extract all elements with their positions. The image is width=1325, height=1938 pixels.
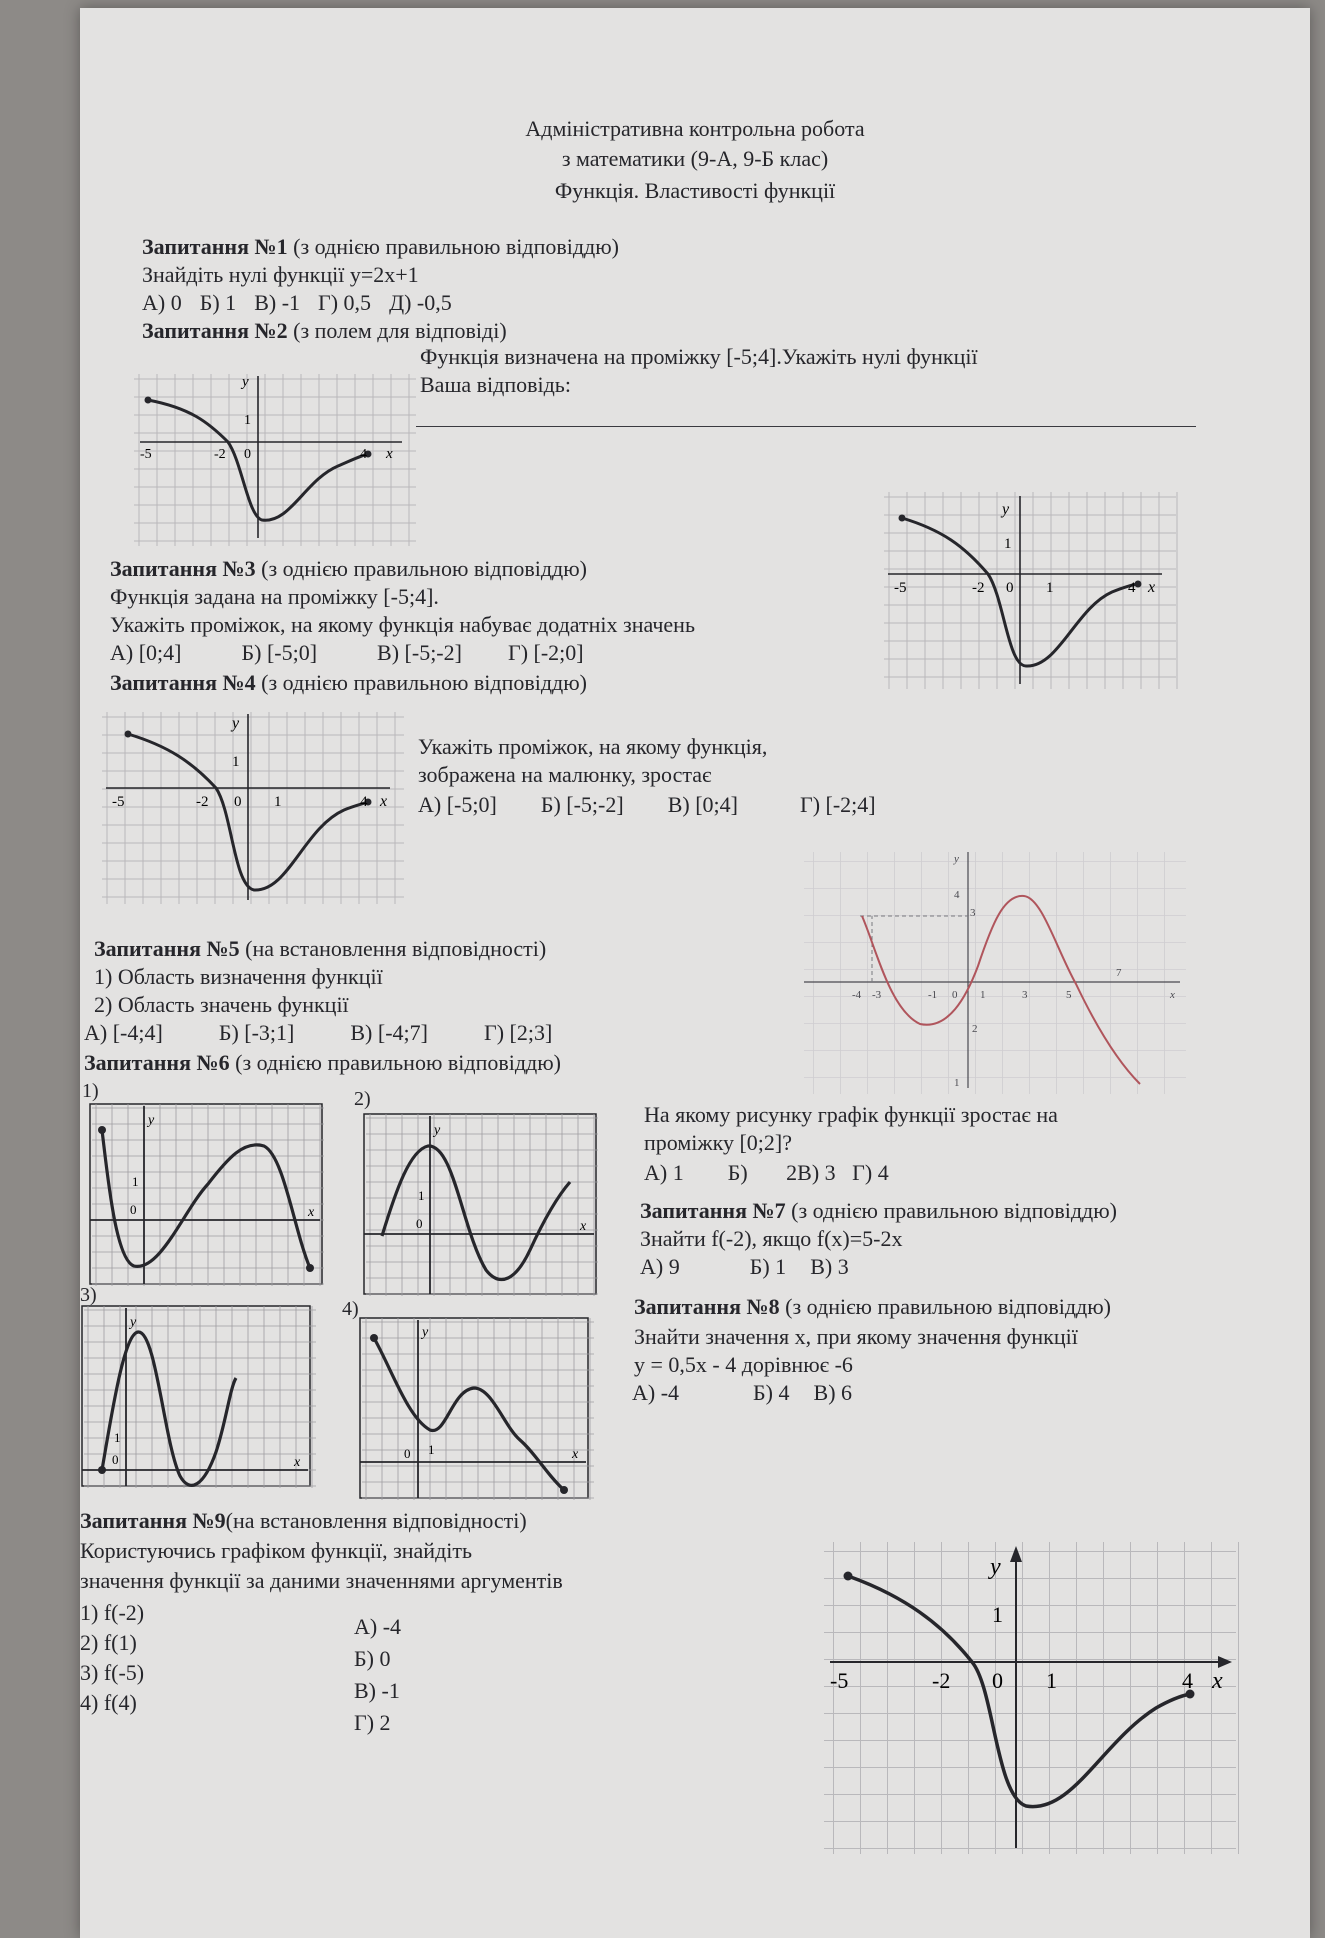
q5-heading (94, 936, 546, 962)
q7-option-b[interactable]: Б) 1 (749, 1254, 787, 1279)
q8-option-c[interactable]: В) 6 (813, 1380, 853, 1405)
q8-type: (з однією правильною відповіддю) (779, 1294, 1111, 1319)
q9-graph (820, 1538, 1240, 1858)
m5-label: -5 (112, 794, 125, 810)
q6-graph-2 (362, 1110, 602, 1300)
m5-label: -5 (140, 447, 152, 462)
y-label: y (954, 853, 959, 865)
q4-option-d[interactable]: Г) [-2;4] (799, 792, 876, 817)
one-label: 1 (1004, 536, 1012, 552)
q8-option-a[interactable]: А) -4 (632, 1380, 680, 1405)
q8-options (632, 1380, 870, 1406)
q6-heading (84, 1050, 561, 1076)
endpoint-left (899, 515, 906, 522)
tick-y1: 1 (954, 1077, 960, 1089)
one-label: 1 (114, 1430, 121, 1445)
x-label: x (1170, 989, 1175, 1001)
y-arrow (1010, 1546, 1022, 1562)
four-label: 4 (1182, 1668, 1193, 1693)
x-label: x (1212, 1668, 1223, 1694)
one-label: 1 (428, 1442, 435, 1457)
q7-option-a[interactable]: А) 9 (640, 1254, 680, 1279)
q1-option-c[interactable]: В) -1 (254, 290, 301, 315)
q6-graph-3 (80, 1302, 320, 1492)
m5-label: -5 (830, 1668, 849, 1693)
q1-option-d[interactable]: Г) 0,5 (318, 290, 372, 315)
q3-option-c[interactable]: В) [-5;-2] (377, 640, 462, 665)
q2-graph (130, 370, 420, 550)
q9-arg-3: 3) f(-5) (80, 1660, 145, 1685)
tick-0: 0 (952, 989, 958, 1001)
tick-y4: 4 (954, 889, 960, 901)
q9-type: (на встановлення відповідності) (225, 1508, 527, 1533)
q9-text1: Користуючись графіком функції, знайдіть (80, 1538, 473, 1563)
q1-type: (з однією правильною відповіддю) (287, 234, 619, 259)
y-label: y (130, 1315, 137, 1330)
q4-option-c[interactable]: В) [0;4] (667, 792, 738, 817)
q3-heading (110, 556, 587, 582)
four-label: 4 (360, 794, 368, 810)
q5-title: Запитання №5 (94, 936, 240, 961)
q6-graph-4 (358, 1314, 598, 1504)
x-label: x (294, 1455, 301, 1470)
q3-option-a[interactable]: А) [0;4] (110, 640, 182, 665)
x-label: x (1148, 579, 1156, 596)
q8-text1: Знайти значення х, при якому значення функції (634, 1324, 1078, 1349)
q2-heading (142, 318, 507, 344)
four-label: 4 (1128, 580, 1136, 596)
q7-title: Запитання №7 (640, 1198, 786, 1223)
endpoint-left (145, 397, 152, 404)
q4-graph (98, 708, 408, 908)
q1-heading (142, 234, 619, 260)
zero-label: 0 (404, 1446, 411, 1461)
q1-text: Знайдіть нулі функції y=2x+1 (142, 262, 419, 287)
q4-options (418, 792, 894, 818)
q3-text1: Функція задана на проміжку [-5;4]. (110, 584, 439, 609)
q3-options (110, 640, 602, 666)
one-x-label: 1 (1046, 1668, 1057, 1693)
tick-y2: 2 (972, 1023, 978, 1035)
q8-heading (634, 1294, 1111, 1320)
q1-option-a[interactable]: А) 0 (142, 290, 182, 315)
q7-text: Знайти f(-2), якщо f(x)=5-2x (640, 1226, 903, 1251)
q9-arg-1: 1) f(-2) (80, 1600, 145, 1625)
dashed-guide (860, 916, 968, 982)
q5-item-1: 1) Область визначення функції (94, 964, 383, 989)
q7-options (640, 1254, 867, 1280)
q4-heading (110, 670, 587, 696)
function-curve (848, 1576, 1190, 1807)
one-label: 1 (244, 413, 251, 428)
q5-type: (на встановлення відповідності) (239, 936, 547, 961)
endpoint-right (1135, 581, 1142, 588)
q5-option-c[interactable]: В) [-4;7] (350, 1020, 428, 1045)
q1-title: Запитання №1 (142, 234, 288, 259)
q9-arg-2: 2) f(1) (80, 1630, 137, 1655)
q4-text2: зображена на малюнку, зростає (418, 762, 712, 787)
q4-text1: Укажіть проміжок, на якому функція, (418, 734, 768, 759)
q6-type: (з однією правильною відповіддю) (229, 1050, 561, 1075)
q2-text: Функція визначена на проміжку [-5;4].Укажіть нулі функції (420, 344, 978, 369)
q4-option-b[interactable]: Б) [-5;-2] (540, 792, 624, 817)
function-curve (862, 896, 1140, 1084)
q6-fig2-label: 2) (354, 1088, 371, 1110)
q6-fig3-label: 3) (80, 1284, 97, 1306)
q6-text2: проміжку [0;2]? (644, 1130, 792, 1155)
q5-option-d[interactable]: Г) [2;3] (483, 1020, 553, 1045)
x-label: x (308, 1205, 315, 1220)
q9-value-b[interactable]: Б) 0 (354, 1646, 391, 1671)
q9-value-c[interactable]: В) -1 (354, 1678, 400, 1703)
y-label: y (422, 1325, 429, 1340)
zero-label: 0 (112, 1452, 119, 1467)
q4-option-a[interactable]: А) [-5;0] (418, 792, 497, 817)
q5-item-2: 2) Область значень функції (94, 992, 349, 1017)
q4-title: Запитання №4 (110, 670, 256, 695)
q8-title: Запитання №8 (634, 1294, 780, 1319)
q9-title: Запитання №9 (80, 1508, 226, 1533)
m2-label: -2 (214, 447, 226, 462)
one-label: 1 (132, 1174, 139, 1189)
one-label: 1 (992, 1602, 1003, 1627)
zero-label: 0 (130, 1202, 137, 1217)
q1-option-b[interactable]: Б) 1 (199, 290, 237, 315)
grid (84, 1306, 316, 1488)
m2-label: -2 (972, 580, 985, 596)
tick-m4: -4 (852, 989, 862, 1001)
y-label: y (232, 715, 240, 732)
header-topic: Функція. Властивості функції (554, 178, 836, 203)
function-curve (374, 1338, 564, 1490)
tick-m1: -1 (928, 989, 938, 1001)
tick-1: 1 (980, 989, 986, 1001)
y-label: y (1002, 501, 1010, 518)
q7-type: (з однією правильною відповіддю) (785, 1198, 1117, 1223)
zero-label: 0 (234, 794, 242, 810)
q3-option-d[interactable]: Г) [-2;0] (507, 640, 584, 665)
q9-text2: значення функції за даними значеннями аргументів (80, 1568, 563, 1593)
q8-option-b[interactable]: Б) 4 (753, 1380, 790, 1405)
y-label: y (242, 374, 249, 390)
endpoint-left (125, 731, 132, 738)
tick-3: 3 (1022, 989, 1028, 1001)
grid-light (804, 852, 1186, 1094)
zero-label: 0 (992, 1668, 1003, 1693)
one-label: 1 (418, 1188, 425, 1203)
q6-fig4-label: 4) (342, 1298, 359, 1320)
x-label: x (386, 446, 393, 462)
q9-heading (80, 1508, 527, 1534)
m5-label: -5 (894, 580, 907, 596)
grid (366, 1114, 598, 1296)
zero-label: 0 (416, 1216, 423, 1231)
q5-option-a[interactable]: А) [-4;4] (84, 1020, 163, 1045)
tick-7: 7 (1116, 967, 1122, 979)
grid (362, 1318, 594, 1500)
x-label: x (380, 793, 388, 810)
q1-option-e[interactable]: Д) -0,5 (389, 290, 452, 315)
m2-label: -2 (932, 1668, 951, 1693)
header-title: Адміністративна контрольна робота (525, 116, 865, 141)
function-curve (102, 1130, 310, 1268)
zero-label: 0 (1006, 580, 1014, 596)
q4-type: (з однією правильною відповіддю) (255, 670, 587, 695)
x-label: x (572, 1447, 579, 1462)
y-label: y (990, 1554, 1001, 1580)
grid (134, 374, 416, 546)
q6-options[interactable]: А) 1 Б) 2В) 3 Г) 4 (644, 1160, 889, 1185)
q5-options (84, 1020, 570, 1046)
q2-answer-field[interactable] (416, 426, 1196, 427)
q3-graph (880, 488, 1180, 693)
q5-graph (800, 848, 1190, 1098)
one-x-label: 1 (1046, 580, 1054, 596)
four-label: 4 (360, 447, 367, 462)
q6-title: Запитання №6 (84, 1050, 230, 1075)
endpoint-left (844, 1572, 853, 1581)
q6-graph-1 (88, 1100, 328, 1290)
q6-fig1-label: 1) (82, 1080, 99, 1102)
q3-type: (з однією правильною відповіддю) (255, 556, 587, 581)
q3-option-b[interactable]: Б) [-5;0] (241, 640, 318, 665)
q6-text1: На якому рисунку графік функції зростає на (644, 1102, 1058, 1127)
q3-title: Запитання №3 (110, 556, 256, 581)
m2-label: -2 (196, 794, 209, 810)
q2-answer-label: Ваша відповідь: (420, 372, 571, 397)
worksheet-page (80, 8, 1310, 1938)
zero-label: 0 (244, 447, 251, 462)
q9-value-a[interactable]: А) -4 (354, 1614, 402, 1639)
q9-arg-4: 4) f(4) (80, 1690, 137, 1715)
y-label: y (434, 1123, 441, 1138)
q1-options (142, 290, 470, 316)
q7-heading (640, 1198, 1117, 1224)
q5-option-b[interactable]: Б) [-3;1] (218, 1020, 295, 1045)
q9-value-d[interactable]: Г) 2 (354, 1710, 391, 1735)
q8-text2: y = 0,5x - 4 дорівнює -6 (634, 1352, 853, 1377)
x-arrow (1218, 1656, 1232, 1668)
x-label: x (580, 1219, 587, 1234)
one-x-label: 1 (274, 794, 282, 810)
tick-5: 5 (1066, 989, 1072, 1001)
tick-m3: -3 (872, 989, 882, 1001)
q2-title: Запитання №2 (142, 318, 288, 343)
q2-type: (з полем для відповіді) (287, 318, 507, 343)
tick-y3: 3 (970, 907, 976, 919)
q7-option-c[interactable]: В) 3 (810, 1254, 849, 1279)
q3-text2: Укажіть проміжок, на якому функція набуває додатніх значень (110, 612, 695, 637)
y-label: y (148, 1113, 155, 1128)
header-subject: з математики (9-А, 9-Б клас) (561, 146, 829, 171)
one-label: 1 (232, 754, 240, 770)
